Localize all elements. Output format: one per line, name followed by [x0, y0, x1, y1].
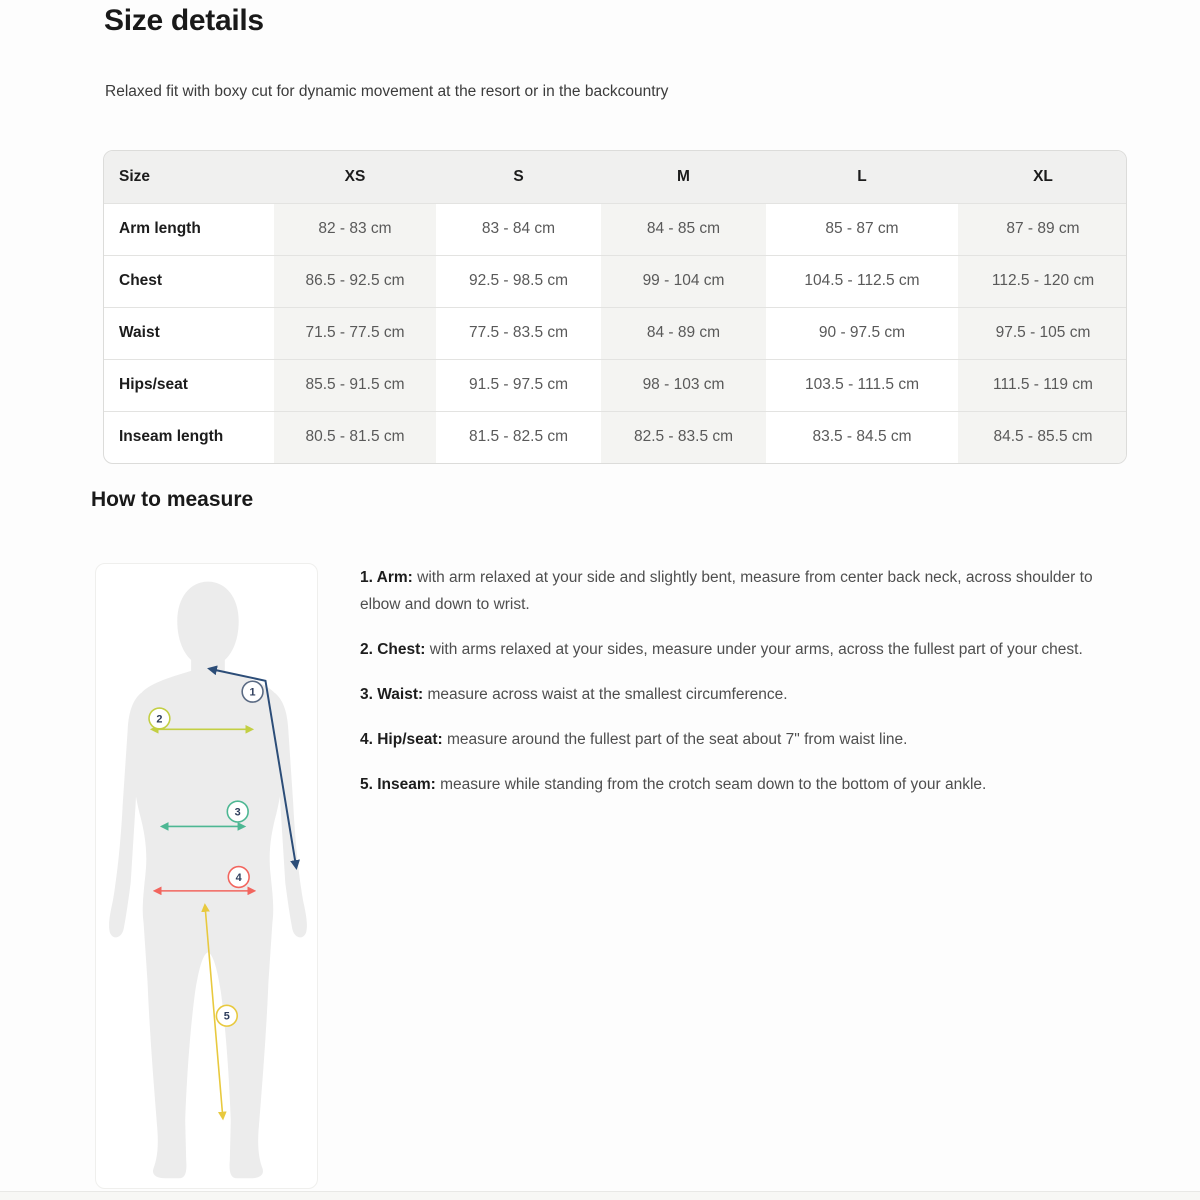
size-value: 87 - 89 cm [958, 203, 1127, 255]
measurement-label: Inseam length [104, 411, 274, 463]
size-table [104, 151, 1127, 463]
size-value: 77.5 - 83.5 cm [436, 307, 601, 359]
measurement-marker-1 [242, 681, 263, 702]
size-value: 111.5 - 119 cm [958, 359, 1127, 411]
size-value: 81.5 - 82.5 cm [436, 411, 601, 463]
measure-step-text: measure while standing from the crotch seam down to the bottom of your ankle. [435, 776, 987, 793]
measure-step-label: 5. Inseam: [360, 776, 436, 793]
col-header-xl: XL [958, 151, 1127, 203]
size-value: 91.5 - 97.5 cm [436, 359, 601, 411]
measurement-label: Arm length [104, 203, 274, 255]
col-header-m: M [601, 151, 766, 203]
size-value: 92.5 - 98.5 cm [436, 255, 601, 307]
size-value: 85 - 87 cm [766, 203, 958, 255]
size-table-row-chest [104, 255, 1127, 307]
body-measurement-diagram [95, 563, 318, 1189]
size-value: 83 - 84 cm [436, 203, 601, 255]
measurement-label: Chest [104, 255, 274, 307]
measure-instructions [360, 564, 1105, 816]
measure-step-text: measure across waist at the smallest circumference. [423, 686, 788, 703]
measure-step-text: measure around the fullest part of the seat about 7" from waist line. [442, 731, 908, 748]
col-header-size: Size [104, 151, 274, 203]
size-value: 80.5 - 81.5 cm [274, 411, 436, 463]
svg-text:4: 4 [235, 871, 242, 884]
size-table-row-inseam-length [104, 411, 1127, 463]
measure-step-label: 1. Arm: [360, 569, 413, 586]
measurement-marker-2 [149, 708, 170, 729]
size-value: 97.5 - 105 cm [958, 307, 1127, 359]
measure-step-label: 3. Waist: [360, 686, 424, 703]
size-value: 99 - 104 cm [601, 255, 766, 307]
col-header-xs: XS [274, 151, 436, 203]
measure-step-hip-seat [360, 726, 1105, 753]
size-table-header-row [104, 151, 1127, 203]
size-value: 103.5 - 111.5 cm [766, 359, 958, 411]
human-silhouette [109, 582, 307, 1179]
size-value: 86.5 - 92.5 cm [274, 255, 436, 307]
size-table-row-arm-length [104, 203, 1127, 255]
fit-description: Relaxed fit with boxy cut for dynamic movement at the resort or in the backcountry [105, 83, 669, 100]
how-to-measure-title: How to measure [91, 488, 254, 511]
size-value: 85.5 - 91.5 cm [274, 359, 436, 411]
size-table-row-waist [104, 307, 1127, 359]
svg-text:3: 3 [234, 806, 241, 819]
body-silhouette-figure [96, 564, 317, 1188]
size-value: 82.5 - 83.5 cm [601, 411, 766, 463]
size-value: 84 - 89 cm [601, 307, 766, 359]
size-value: 90 - 97.5 cm [766, 307, 958, 359]
col-header-s: S [436, 151, 601, 203]
page-title: Size details [104, 4, 264, 37]
measure-step-text: with arm relaxed at your side and slightly bent, measure from center back neck, across shoulder to elbow and down to wrist. [360, 569, 1093, 613]
measure-step-label: 2. Chest: [360, 641, 426, 658]
size-value: 104.5 - 112.5 cm [766, 255, 958, 307]
size-value: 112.5 - 120 cm [958, 255, 1127, 307]
measurement-marker-4 [228, 867, 249, 888]
measurement-marker-3 [227, 801, 248, 822]
measure-step-label: 4. Hip/seat: [360, 731, 443, 748]
size-value: 84 - 85 cm [601, 203, 766, 255]
size-chart [103, 150, 1127, 464]
size-value: 71.5 - 77.5 cm [274, 307, 436, 359]
svg-text:1: 1 [249, 686, 256, 699]
measure-step-chest [360, 636, 1105, 663]
size-table-row-hips-seat [104, 359, 1127, 411]
section-divider [0, 1191, 1200, 1200]
measure-step-text: with arms relaxed at your sides, measure under your arms, across the fullest part of your chest. [425, 641, 1083, 658]
svg-text:5: 5 [223, 1010, 230, 1023]
size-value: 98 - 103 cm [601, 359, 766, 411]
measurement-label: Hips/seat [104, 359, 274, 411]
size-value: 84.5 - 85.5 cm [958, 411, 1127, 463]
size-value: 82 - 83 cm [274, 203, 436, 255]
measure-step-arm [360, 564, 1105, 618]
col-header-l: L [766, 151, 958, 203]
measure-step-waist [360, 681, 1105, 708]
measure-step-inseam [360, 771, 1105, 798]
measurement-marker-5 [216, 1005, 237, 1026]
size-value: 83.5 - 84.5 cm [766, 411, 958, 463]
measurement-label: Waist [104, 307, 274, 359]
svg-text:2: 2 [156, 713, 163, 726]
